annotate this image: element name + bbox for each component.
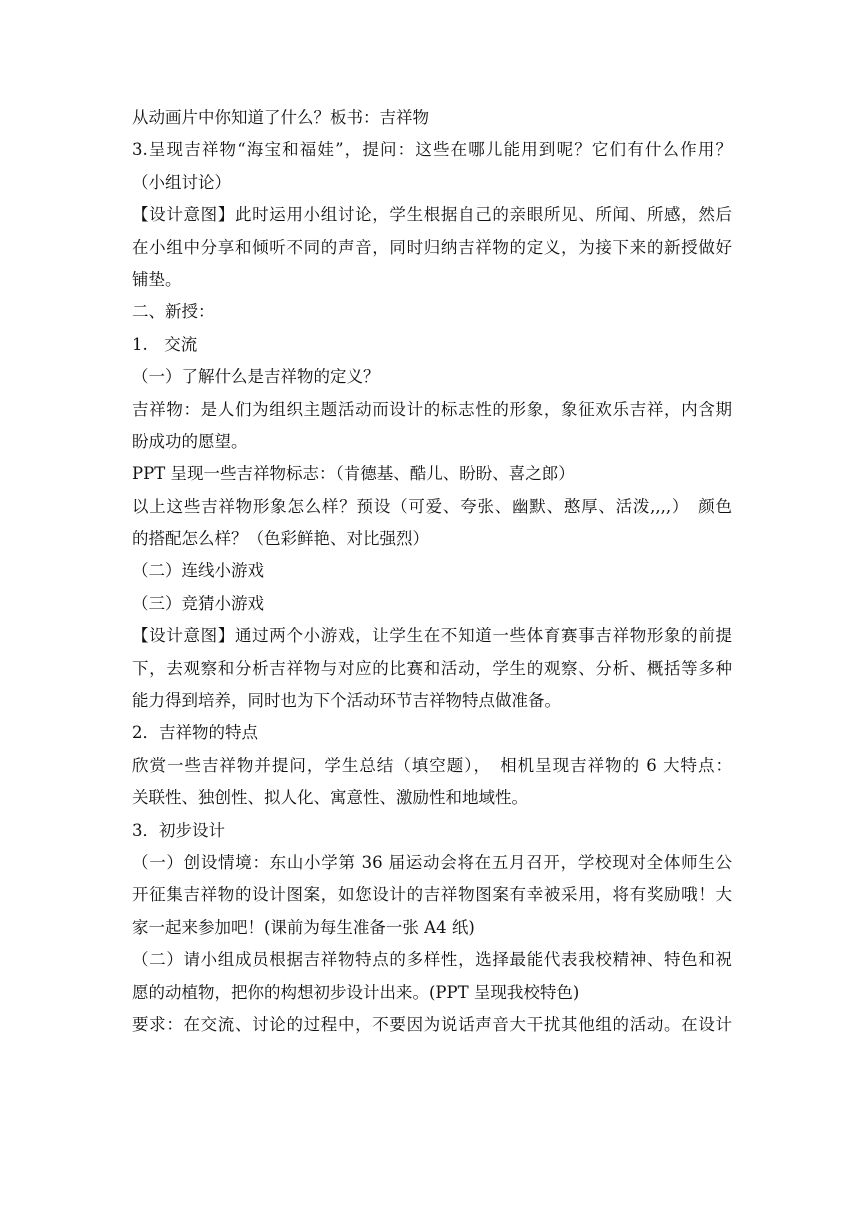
text-line: 欣赏一些吉祥物并提问，学生总结（填空题）， 相机呈现吉祥物的 6 大特点：: [132, 755, 732, 775]
text-line: PPT 呈现一些吉祥物标志：（肯德基、酷儿、盼盼、喜之郎）: [132, 464, 575, 484]
text-line: 的搭配怎么样？（色彩鲜艳、对比强烈）: [132, 529, 429, 549]
subsection-heading: 1. 交流: [132, 334, 198, 354]
text-line: 从动画片中你知道了什么？板书：吉祥物: [132, 108, 429, 127]
text-line: 要求：在交流、讨论的过程中，不要因为说话声音大干扰其他组的活动。在设计: [132, 1014, 732, 1034]
text-line: 3.呈现吉祥物“海宝和福娃”，提问：这些在哪儿能用到呢？它们有什么作用？: [132, 140, 732, 160]
text-line: 盼成功的愿望。: [132, 431, 248, 451]
subsection-heading: 3．初步设计: [132, 820, 225, 840]
text-line: （三）竞猜小游戏: [132, 593, 264, 613]
text-line: 吉祥物：是人们为组织主题活动而设计的标志性的形象，象征欢乐吉祥，内含期: [132, 399, 732, 419]
text-line: 【设计意图】此时运用小组讨论，学生根据自己的亲眼所见、所闻、所感，然后: [132, 205, 732, 225]
text-line: 家一起来参加吧！(课前为每生准备一张 A4 纸): [132, 917, 475, 937]
text-line: 开征集吉祥物的设计图案，如您设计的吉祥物图案有幸被采用，将有奖励哦！大: [132, 885, 732, 905]
text-line: 关联性、独创性、拟人化、寓意性、激励性和地域性。: [132, 788, 528, 808]
text-line: 在小组中分享和倾听不同的声音，同时归纳吉祥物的定义，为接下来的新授做好: [132, 237, 732, 257]
text-line: 以上这些吉祥物形象怎么样？预设（可爱、夸张、幽默、憨厚、活泼,,,,） 颜色: [132, 496, 732, 516]
text-line: （二）请小组成员根据吉祥物特点的多样性，选择最能代表我校精神、特色和祝: [132, 950, 732, 970]
text-line: 铺垫。: [132, 269, 182, 289]
text-line: （二）连线小游戏: [132, 561, 264, 581]
text-line: 能力得到培养，同时也为下个活动环节吉祥物特点做准备。: [132, 691, 561, 711]
text-line: 愿的动植物，把你的构想初步设计出来。(PPT 呈现我校特色): [132, 982, 580, 1002]
text-line: 【设计意图】通过两个小游戏，让学生在不知道一些体育赛事吉祥物形象的前提: [132, 626, 732, 646]
text-line: （小组讨论）: [132, 172, 231, 192]
text-line: 下，去观察和分析吉祥物与对应的比赛和活动，学生的观察、分析、概括等多种: [132, 658, 732, 678]
text-line: （一）创设情境：东山小学第 36 届运动会将在五月召开，学校现对全体师生公: [132, 852, 732, 872]
text-line: （一）了解什么是吉祥物的定义？: [132, 367, 380, 387]
section-heading: 二、新授：: [132, 302, 215, 322]
subsection-heading: 2．吉祥物的特点: [132, 723, 258, 743]
document-body: [132, 102, 732, 1041]
